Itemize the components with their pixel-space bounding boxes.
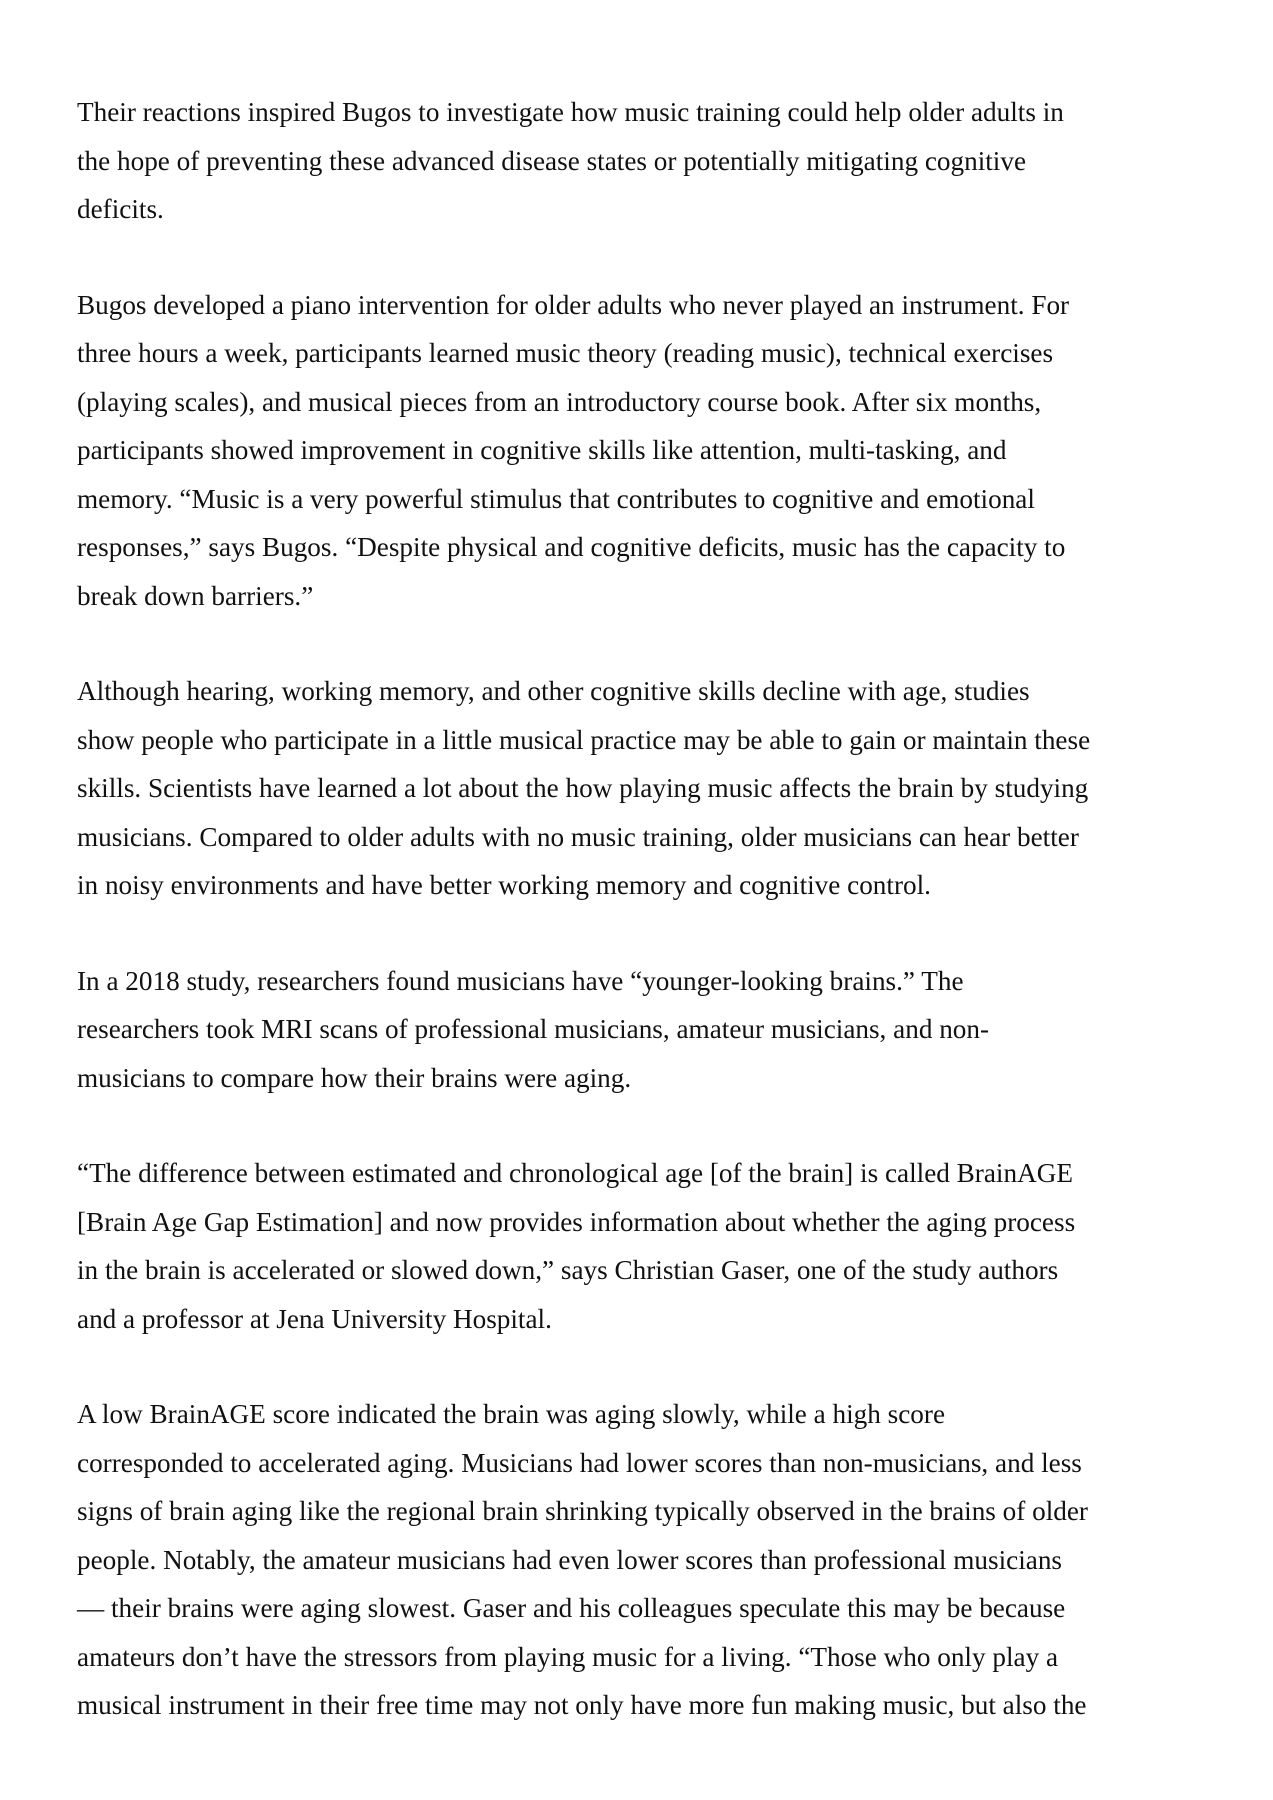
- paragraph-3: [77, 667, 1207, 910]
- text-line: in the brain is accelerated or slowed down,” says Christian Gaser, one of the study authors: [77, 1255, 1059, 1285]
- text-line: musical instrument in their free time may not only have more fun making music, but also the: [77, 1690, 1087, 1720]
- text-line: A low BrainAGE score indicated the brain was aging slowly, while a high score: [77, 1399, 946, 1429]
- text-line: three hours a week, participants learned music theory (reading music), technical exercises: [77, 338, 1054, 368]
- text-line: Although hearing, working memory, and other cognitive skills decline with age, studies: [77, 676, 1030, 706]
- text-line: responses,” says Bugos. “Despite physical and cognitive deficits, music has the capacity to: [77, 532, 1066, 562]
- text-line: break down barriers.”: [77, 580, 314, 611]
- text-line: memory. “Music is a very powerful stimulus that contributes to cognitive and emotional: [77, 483, 1035, 514]
- text-line: the hope of preventing these advanced disease states or potentially mitigating cognitive: [77, 145, 1027, 176]
- text-line: [Brain Age Gap Estimation] and now provides information about whether the aging process: [77, 1206, 1076, 1237]
- text-line: in noisy environments and have better working memory and cognitive control.: [77, 870, 931, 900]
- paragraph-5: [77, 1149, 1207, 1343]
- paragraph-4: [77, 957, 1207, 1103]
- text-line: — their brains were aging slowest. Gaser and his colleagues speculate this may be because: [77, 1593, 1066, 1623]
- text-line: people. Notably, the amateur musicians had even lower scores than professional musicians: [77, 1544, 1063, 1575]
- text-line: signs of brain aging like the regional brain shrinking typically observed in the brains of older: [77, 1496, 1088, 1526]
- text-line: participants showed improvement in cognitive skills like attention, multi-tasking, and: [77, 435, 1007, 465]
- paragraph-6: [77, 1390, 1207, 1730]
- text-line: In a 2018 study, researchers found musicians have “younger-looking brains.” The: [77, 965, 964, 996]
- document-page: [77, 88, 1207, 1777]
- text-line: Bugos developed a piano intervention for older adults who never played an instrument. For: [77, 289, 1070, 320]
- text-line: and a professor at Jena University Hospital.: [77, 1303, 552, 1334]
- text-line: Their reactions inspired Bugos to investigate how music training could help older adults in: [77, 97, 1064, 127]
- text-line: researchers took MRI scans of professional musicians, amateur musicians, and non-: [77, 1014, 990, 1044]
- text-line: show people who participate in a little musical practice may be able to gain or maintain these: [77, 724, 1091, 755]
- paragraph-2: [77, 281, 1207, 621]
- text-line: (playing scales), and musical pieces from an introductory course book. After six months,: [77, 386, 1042, 417]
- paragraph-1: [77, 88, 1207, 234]
- text-line: corresponded to accelerated aging. Musicians had lower scores than non-musicians, and less: [77, 1447, 1082, 1478]
- text-line: musicians to compare how their brains were aging.: [77, 1062, 632, 1093]
- text-line: deficits.: [77, 194, 164, 224]
- text-line: “The difference between estimated and chronological age [of the brain] is called BrainAGE: [77, 1158, 1073, 1188]
- text-line: musicians. Compared to older adults with no music training, older musicians can hear better: [77, 821, 1079, 852]
- text-line: amateurs don’t have the stressors from playing music for a living. “Those who only play a: [77, 1641, 1059, 1672]
- text-line: skills. Scientists have learned a lot about the how playing music affects the brain by studying: [77, 773, 1089, 803]
